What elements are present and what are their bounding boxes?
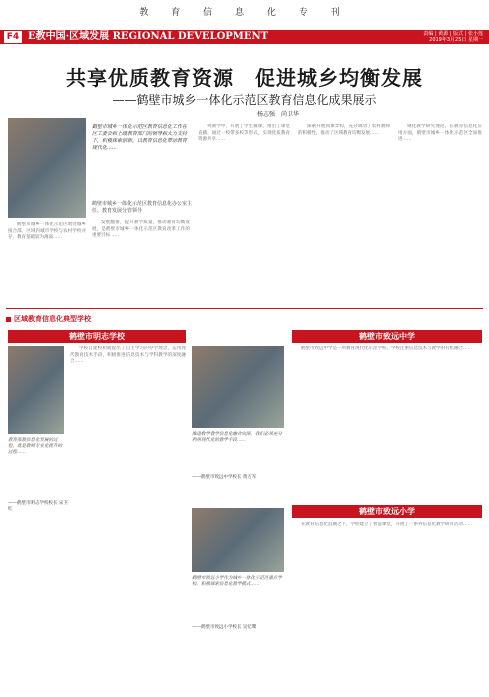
article-col-1: 鹤壁市城乡一体化示范区地处城乡接合部，区域内城市学校与农村学校并存，教育基础较为薄弱…… xyxy=(8,222,86,241)
school-sign-2: ——鹤壁市致远中学校长 黄万军 xyxy=(192,475,257,480)
top-banner-text: 教 育 信 息 化 专 刊 xyxy=(139,8,350,18)
school-quote-3: 鹤壁市致远小学作为城乡一体化示范区重点学校，积极探索信息化教学模式…… xyxy=(192,576,282,587)
article-col-5: 钢化教学研究理论。在教育信息化应用方面，鹤壁市城乡一体化示范区全面推进…… xyxy=(398,124,482,143)
section-heading: 区域教育信息化典型学校 xyxy=(6,314,91,324)
school-banner-2: 鹤壁市致远中学 xyxy=(292,330,482,343)
article-headline: 共享优质教育资源 促进城乡均衡发展 xyxy=(66,66,423,90)
page-badge: F4 xyxy=(4,31,22,43)
article-col-3: 列教学中，开展了学生微课，推出了课堂直播，通过一校带多校等形式，实现优质教育资源共享…… xyxy=(198,124,290,143)
intro-signature: 鹤壁市城乡一体化示范区教育信息化办公室主任、教育发展分管领导 xyxy=(92,201,193,214)
meta-date: 2019年3月25日 星期一 xyxy=(429,37,483,43)
article-byline: 杨志强 尚卫华 xyxy=(256,111,299,118)
school-sign-3: ——鹤壁市致远小学校长 吴忆鹭 xyxy=(192,625,257,630)
school-photo-2 xyxy=(192,346,284,428)
school-text-2: 鹤壁市致远中学是一所教育现代化示范学校，学校注重信息技术与教学的有机融合…… xyxy=(301,346,472,351)
school-banner-3: 鹤壁市致远小学 xyxy=(292,505,482,518)
school-text-1: 学校自建校初就提出了自主学习的办学理念，运用现代教育技术手段，积极推进信息技术与学科教学的深度融合…… xyxy=(70,346,186,365)
intro-quote xyxy=(92,124,190,198)
top-banner xyxy=(0,0,489,30)
masthead-bar xyxy=(0,30,489,44)
section-divider xyxy=(6,308,483,309)
school-text-3: 在教育信息化浪潮之下，学校建立了智慧课堂，开展了一系列信息化教学研讨活动…… xyxy=(301,522,472,527)
school-sign-1: ——鹤壁市明志学校校长 宋卫红 xyxy=(8,501,68,512)
section-title: E教中国·区域发展 REGIONAL DEVELOPMENT xyxy=(28,31,269,42)
section-marker-icon xyxy=(6,317,11,322)
school-quote-2: 推进数学教学信息化融合向深，我们必须充分利用现代化的教学手段…… xyxy=(192,432,282,443)
article-subhead: ——鹤壁市城乡一体化示范区教育信息化成果展示 xyxy=(112,93,377,107)
school-photo-1 xyxy=(8,346,64,434)
school-banner-1: 鹤壁市明志学校 xyxy=(8,330,186,343)
masthead-meta xyxy=(423,31,483,43)
meta-editors: 责编 | 黄源 | 版式 | 张小莲 xyxy=(423,31,483,37)
article-col-4: 探索开展同课异构，充分调动了农村教师的积极性，推动了区域教育均衡发展…… xyxy=(298,124,390,136)
article-photo xyxy=(8,118,86,218)
article-col-2: 发展翻番，提升教学质量，推动教育均衡发展，是鹤壁市城乡一体化示范区教育改革工作的重要目标…… xyxy=(92,220,190,239)
intro-quote-text: 鹤壁市城乡一体化示范区教育信息化工作在区工委会和上级教育部门的领导和大力支持下，积极探索创新，以教育信息化带动教育现代化…… xyxy=(92,124,188,151)
school-quote-1: 教育部教信息化发展的过程，就是教师专业化提升的过程…… xyxy=(8,438,62,455)
school-photo-3 xyxy=(192,508,284,572)
